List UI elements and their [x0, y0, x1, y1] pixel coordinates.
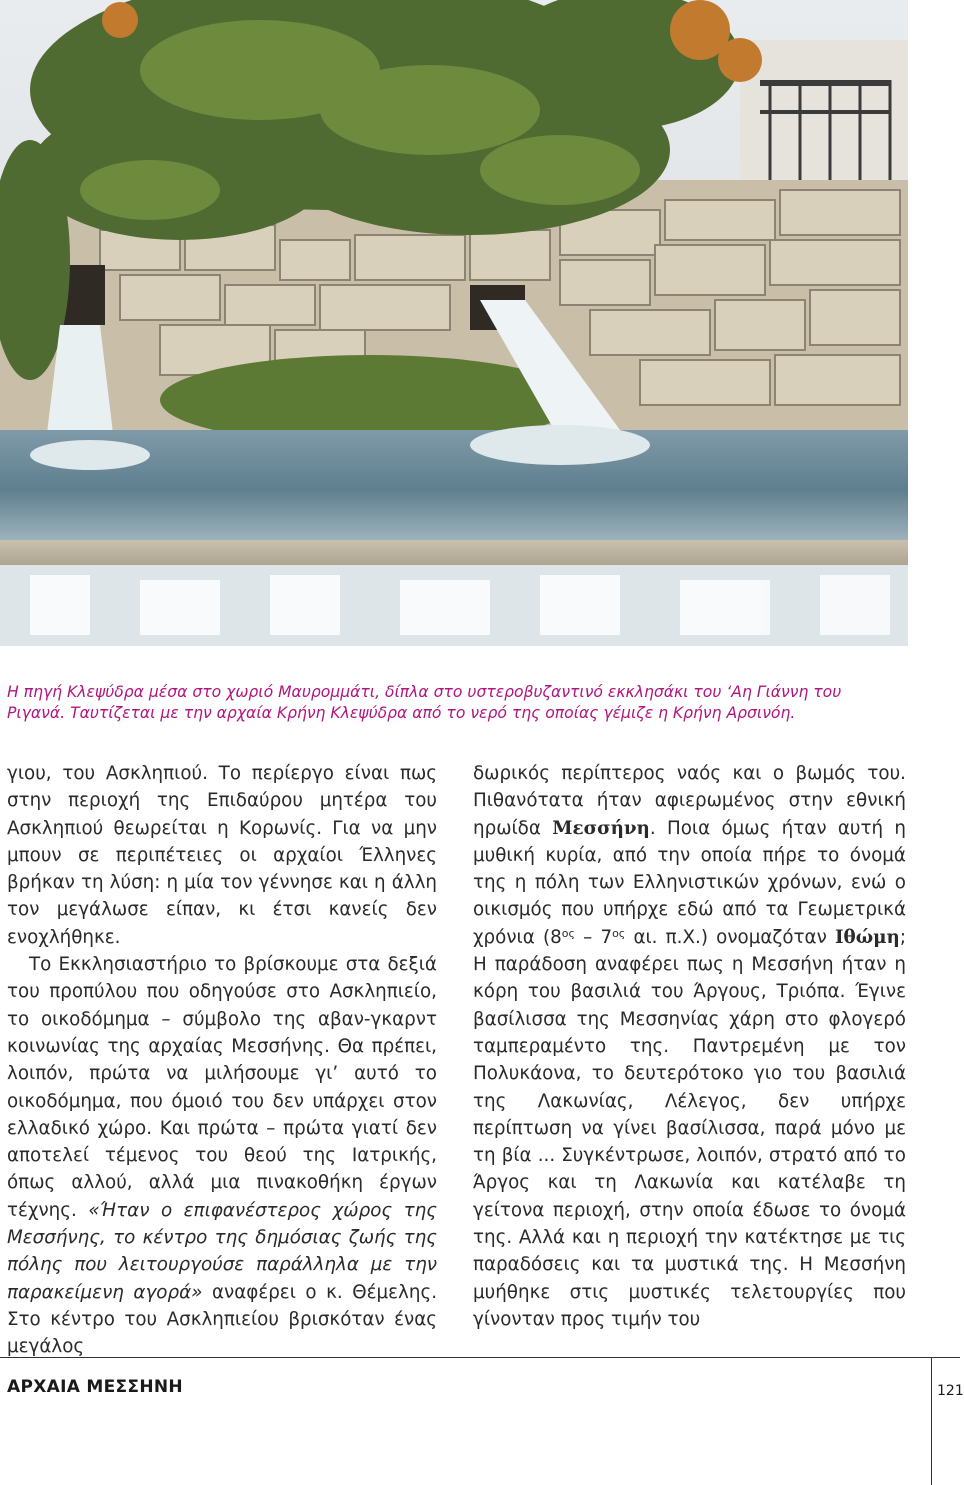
paragraph: [473, 760, 906, 1333]
right-column: [473, 760, 906, 1333]
text: αι. π.Χ.) ονομαζόταν: [625, 926, 835, 948]
quote: «Ήταν ο επιφανέστερος χώρος της Μεσσήνης, το κέντρο της δημόσιας ζωής της πόλης που λειτουργούσε παράλληλα με την παρακείμενη αγορά»: [7, 1199, 438, 1303]
text: – 7: [574, 926, 613, 948]
text: ; Η παράδοση αναφέρει πως η Μεσσήνη ήταν η κόρη του βασιλιά του Άργους, Τριόπα. Έγινε βασίλισσα της Μεσσηνίας χάρη στο φλογερό ταμπεραμέντο της. Παντρεμένη με τον Πολυκάονα, το δευτερότοκο γιο του βασιλιά της Λακωνίας, Λέλεγος, δεν υπήρχε περίπτωση να γίνει βασίλισσα, παρά μόνο με τη βία ... Συγκέντρωσε, λοιπόν, στρατό από το Άργος και τη Λακωνία και κατέλαβε τη γείτονα περιοχή, στην οποία έδωσε το όνομά της. Αλλά και η περιοχή την κατέκτησε με τις παραδόσεις και τα μυστικά της. Η Μεσσήνη μυήθηκε στις μυστικές τελετουργίες που γίνονταν προς τιμήν του: [473, 926, 906, 1330]
text: . Ποια όμως ήταν αυτή η μυθική κυρία, από την οποία πήρε το όνομά της η πόλη των Ελληνιστικών χρόνων, ενώ ο οικισμός που υπήρχε εδώ από τα Γεωμετρικά χρόνια (8: [473, 817, 906, 948]
left-column: [7, 760, 437, 1361]
superscript: ος: [612, 926, 626, 940]
paragraph-text: αναφέρει ο κ. Θέμελης. Στο κέντρο του Ασκληπιείου βρισκόταν ένας μεγάλος: [7, 1281, 438, 1358]
bold-name: Ιθώμη: [835, 926, 900, 948]
section-title: ΑΡΧΑΙΑ ΜΕΣΣΗΝΗ: [7, 1377, 183, 1397]
photo: [0, 0, 908, 646]
footer-separator: [931, 1358, 932, 1485]
superscript: ος: [561, 926, 575, 940]
paragraph: γιου, του Ασκληπιού. Το περίεργο είναι πως στην περιοχή της Επιδαύρου μητέρα του Ασκληπιού θεωρείται η Κορωνίς. Για να μην μπουν σε περιπέτειες οι αρχαίοι Έλληνες βρήκαν τη λύση: η μία τον γέννησε και η άλλη τον μεγάλωσε είπαν, κι έτσι κανείς δεν ενοχλήθηκε.: [7, 763, 437, 948]
photo-caption: Η πηγή Κλεψύδρα μέσα στο χωριό Μαυρομμάτι, δίπλα στο υστεροβυζαντινό εκκλησάκι του ‘Αη Γιάννη του Ριγανά. Ταυτίζεται με την αρχαία Κρήνη Κλεψύδρα από το νερό της οποίας γέμιζε η Κρήνη Αρσινόη.: [7, 683, 842, 722]
paragraph: [7, 951, 437, 1360]
bold-name: Μεσσήνη: [552, 817, 650, 839]
text: δωρικός περίπτερος ναός και ο βωμός του. Πιθανότατα ήταν αφιερωμένος στην εθνική ηρωίδα: [473, 763, 906, 839]
page-number: 121: [937, 1383, 964, 1399]
spring-waterfall-image: [0, 0, 908, 646]
footer-divider: [0, 1357, 960, 1358]
paragraph-text: Το Εκκλησιαστήριο το βρίσκουμε στα δεξιά του προπύλου που οδηγούσε στο Ασκληπιείο, το οικοδόμημα – σύμβολο της αβαν-γκαρντ κοινωνίας της αρχαίας Μεσσήνης. Θα πρέπει, λοιπόν, πρώτα να μιλήσουμε γι’ αυτό το οικοδόμημα, που όμοιό του δεν υπάρχει στον ελλαδικό χώρο. Και πρώτα – πρώτα γιατί δεν αποτελεί τέμενος του θεού της Ιατρικής, όπως αλλού, αλλά μια πινακοθήκη έργων τέχνης.: [7, 954, 437, 1221]
